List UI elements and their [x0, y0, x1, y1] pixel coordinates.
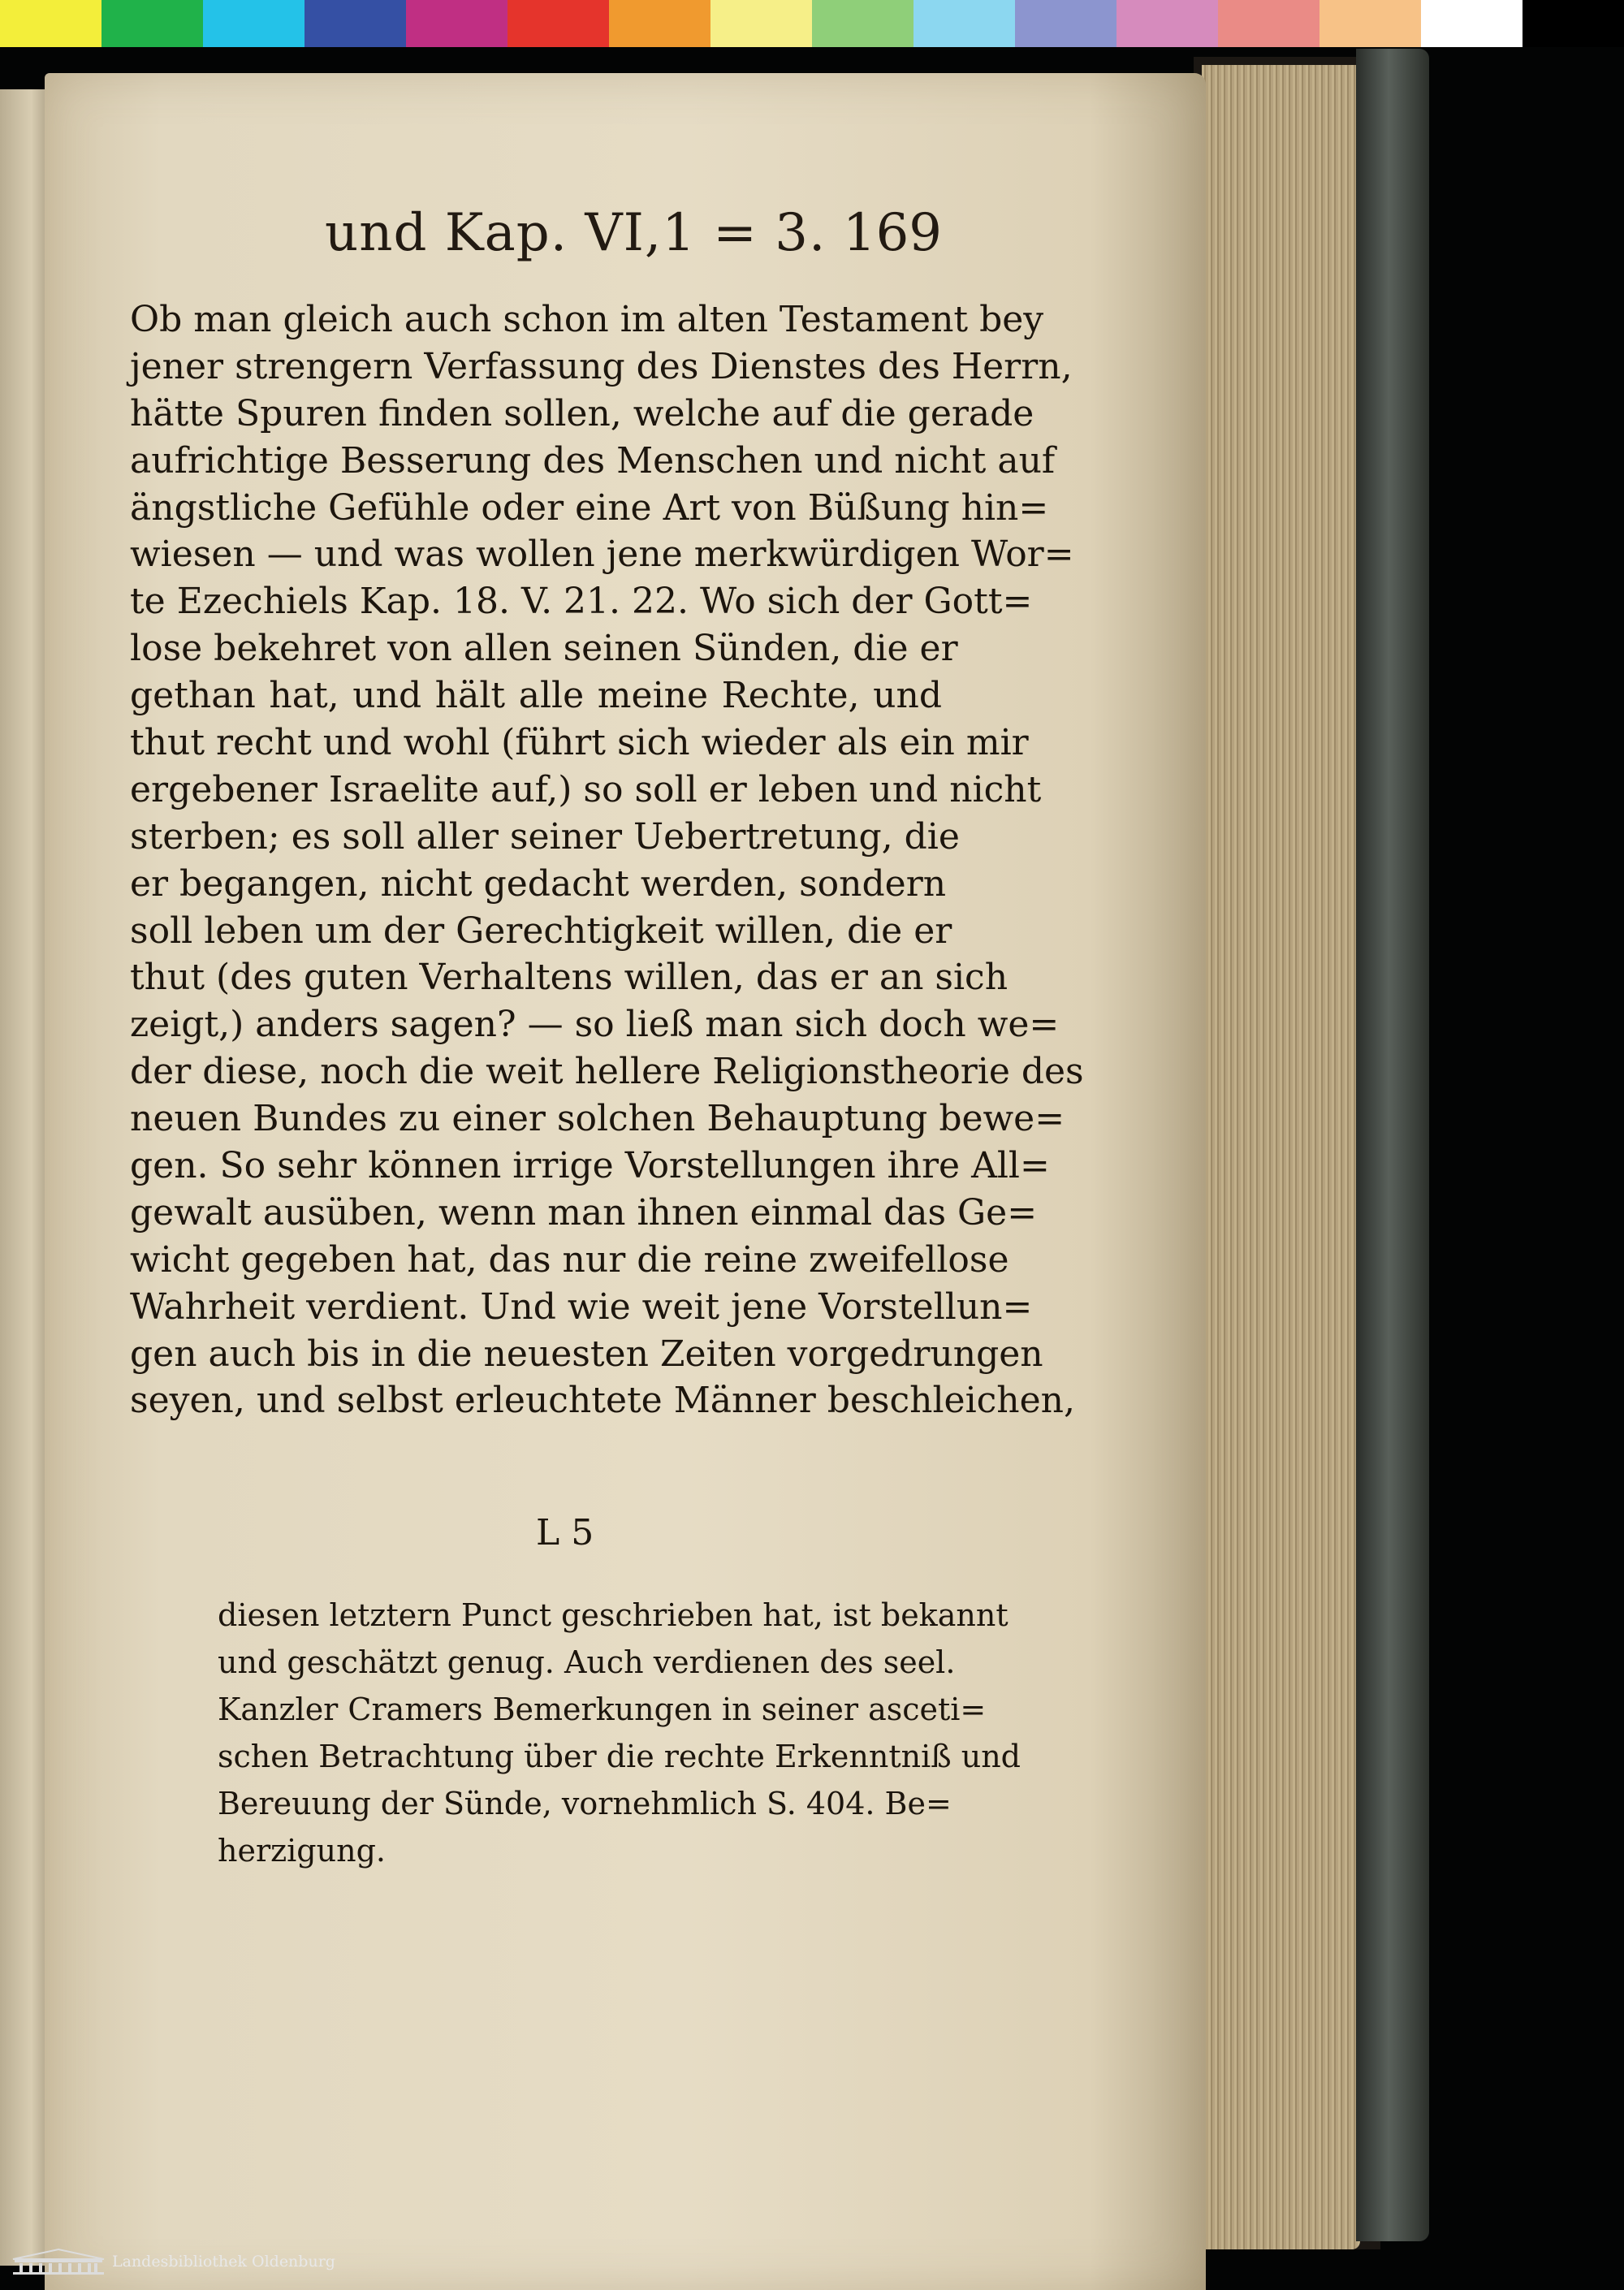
color-swatch — [1116, 0, 1218, 47]
library-name: Landesbibliothek Oldenburg — [112, 2253, 335, 2271]
text-line: wiesen — und was wollen jene merkwürdigen Wor= — [130, 534, 1074, 576]
color-swatch — [710, 0, 812, 47]
color-calibration-bar — [0, 0, 1624, 47]
footnote-block — [218, 1592, 1021, 1874]
text-line: Ob man gleich auch schon im alten Testament bey — [130, 299, 1044, 340]
color-swatch — [609, 0, 710, 47]
text-line: hätte Spuren finden sollen, welche auf die gerade — [130, 392, 1034, 434]
text-line: seyen, und selbst erleuchtete Männer beschleichen, — [130, 1380, 1076, 1422]
text-line: Wahrheit verdient. Und wie weit jene Vorstellun= — [130, 1285, 1033, 1328]
text-line: gen auch bis in die neuesten Zeiten vorgedrungen — [130, 1333, 1043, 1375]
color-swatch — [1320, 0, 1421, 47]
text-line: aufrichtige Besserung des Menschen und nicht auf — [130, 439, 1056, 482]
text-line: neuen Bundes zu einer solchen Behauptung bewe= — [130, 1098, 1065, 1140]
color-swatch — [304, 0, 406, 47]
text-line: der diese, noch die weit hellere Religionstheorie des — [130, 1051, 1084, 1093]
text-line: ängstliche Gefühle oder eine Art von Büßung hin= — [130, 486, 1049, 529]
color-swatch — [406, 0, 508, 47]
running-head — [325, 203, 942, 276]
page-edges — [1202, 65, 1360, 2249]
text-line: wicht gegeben hat, das nur die reine zweifellose — [130, 1238, 1009, 1281]
text-line: gethan hat, und hält alle meine Rechte, und — [130, 675, 942, 717]
text-line: er begangen, nicht gedacht werden, sondern — [130, 862, 947, 905]
text-line: thut recht und wohl (führt sich wieder als ein mir — [130, 722, 1029, 764]
color-swatch — [1015, 0, 1116, 47]
text-line: lose bekehret von allen seinen Sünden, die er — [130, 628, 958, 670]
footnote-line: Bereuung der Sünde, vornehmlich S. 404. Be= — [218, 1786, 952, 1821]
page-number: 169 — [842, 203, 942, 263]
color-swatch — [1218, 0, 1320, 47]
text-line: te Ezechiels Kap. 18. V. 21. 22. Wo sich der Gott= — [130, 581, 1033, 623]
library-building-icon — [10, 2248, 107, 2275]
footnote-line: schen Betrachtung über die rechte Erkenntniß und — [218, 1739, 1021, 1774]
color-swatch — [1522, 0, 1624, 47]
color-swatch — [203, 0, 304, 47]
text-line: gen. So sehr können irrige Vorstellungen ihre All= — [130, 1145, 1050, 1187]
color-swatch — [914, 0, 1015, 47]
color-swatch — [102, 0, 203, 47]
text-line: sterben; es soll aller seiner Uebertretung, die — [130, 815, 960, 858]
text-line: soll leben um der Gerechtigkeit willen, die er — [130, 910, 952, 952]
footnote-line: diesen letztern Punct geschrieben hat, ist bekannt — [218, 1597, 1009, 1633]
footnote-line: Kanzler Cramers Bemerkungen in seiner asceti= — [218, 1692, 987, 1727]
text-line: zeigt,) anders sagen? — so ließ man sich doch we= — [130, 1004, 1060, 1046]
color-swatch — [0, 0, 102, 47]
footnote-line: herzigung. — [218, 1833, 386, 1869]
signature-mark: L 5 — [536, 1512, 594, 1553]
color-swatch — [1421, 0, 1522, 47]
text-line: jener strengern Verfassung des Dienstes des Herrn, — [130, 345, 1073, 387]
running-head-title: und Kap. VI,1 = 3. — [325, 203, 827, 263]
footnote-line: und geschätzt genug. Auch verdienen des seel. — [218, 1644, 956, 1680]
color-swatch — [812, 0, 914, 47]
text-line: thut (des guten Verhaltens willen, das er an sich — [130, 957, 1009, 999]
color-swatch — [508, 0, 609, 47]
text-line: ergebener Israelite auf,) so soll er leben und nicht — [130, 768, 1042, 810]
main-text-block — [130, 296, 1084, 1424]
book-spine — [1356, 49, 1429, 2241]
text-line: gewalt ausüben, wenn man ihnen einmal das Ge= — [130, 1191, 1038, 1234]
